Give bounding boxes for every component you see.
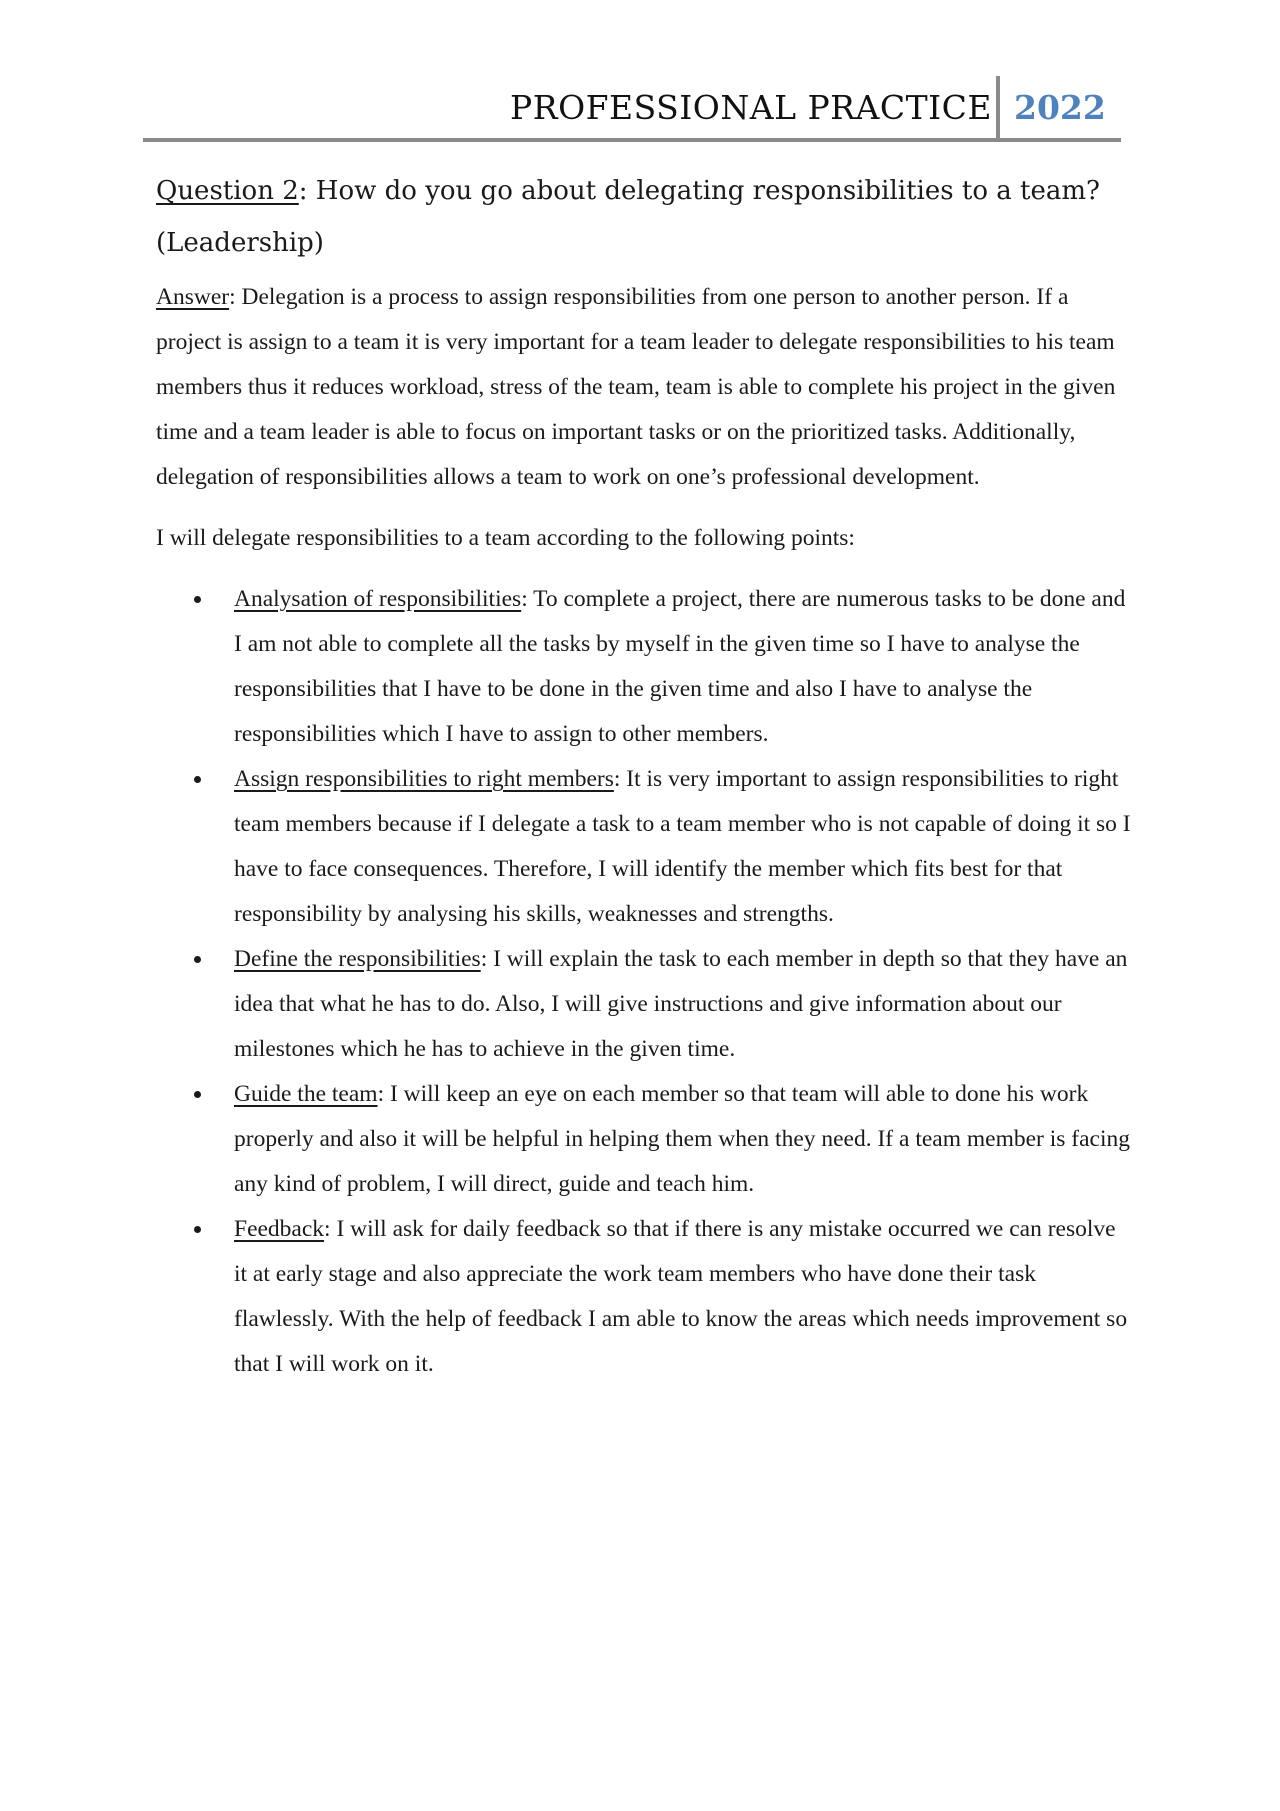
header-divider xyxy=(996,76,1000,142)
answer-text: : Delegation is a process to assign responsibilities from one person to another person. If a project is assign to a team it is very important for a team leader to delegate responsibilities to his team members thus it reduces workload, stress of the team, team is able to complete his project in the given time and a team leader is able to focus on important tasks or on the prioritized tasks. Additionally, delegation of responsibilities allows a team to work on one’s professional development. xyxy=(156,284,1116,490)
point-text: : It is very important to assign responsibilities to right team members because if I delegate a task to a team member who is not capable of doing it so I have to face consequences. Therefore, I will identify the member which fits best for that responsibility by analysing his skills, weaknesses and strengths. xyxy=(234,766,1131,927)
header-rule xyxy=(143,138,1121,142)
answer-label: Answer xyxy=(156,284,230,310)
bullet-icon xyxy=(194,956,201,963)
point-title: Guide the team xyxy=(234,1081,378,1107)
question-text: : How do you go about delegating responsibilities to a team? (Leadership) xyxy=(156,176,1100,258)
list-item xyxy=(156,1207,1131,1387)
point-text: : I will ask for daily feedback so that if there is any mistake occurred we can resolve it at early stage and also appreciate the work team members who have done their task flawlessly. With the help of feedback I am able to know the areas which needs improvement so that I will work on it. xyxy=(234,1216,1128,1377)
list-item xyxy=(156,577,1131,757)
page-header xyxy=(143,76,1121,142)
point-title: Feedback xyxy=(234,1216,325,1242)
list-item xyxy=(156,937,1131,1072)
header-title: PROFESSIONAL PRACTICE xyxy=(510,88,992,127)
document-body xyxy=(156,165,1131,1387)
point-text: : To complete a project, there are numerous tasks to be done and I am not able to complete all the tasks by myself in the given time so I have to analyse the responsibilities that I have to be done in the given time and also I have to analyse the responsibilities which I have to assign to other members. xyxy=(234,586,1126,747)
bullet-icon xyxy=(194,776,201,783)
point-text: : I will explain the task to each member in depth so that they have an idea that what he has to do. Also, I will give instructions and give information about our milestones which he has to achieve in the given time. xyxy=(234,946,1128,1062)
intro-paragraph: I will delegate responsibilities to a team according to the following points: xyxy=(156,525,855,551)
bullet-icon xyxy=(194,596,201,603)
point-title: Analysation of responsibilities xyxy=(234,586,522,612)
point-title: Define the responsibilities xyxy=(234,946,481,972)
point-title: Assign responsibilities to right members xyxy=(234,766,614,792)
bullet-icon xyxy=(194,1226,201,1233)
list-item xyxy=(156,1072,1131,1207)
list-item xyxy=(156,757,1131,937)
question-heading xyxy=(156,165,1131,269)
points-list xyxy=(156,577,1131,1387)
answer-paragraph xyxy=(156,275,1131,500)
header-year: 2022 xyxy=(1014,88,1106,127)
point-text: : I will keep an eye on each member so that team will able to done his work properly and also it will be helpful in helping them when they need. If a team member is facing any kind of problem, I will direct, guide and teach him. xyxy=(234,1081,1130,1197)
question-label: Question 2 xyxy=(156,176,299,206)
bullet-icon xyxy=(194,1091,201,1098)
